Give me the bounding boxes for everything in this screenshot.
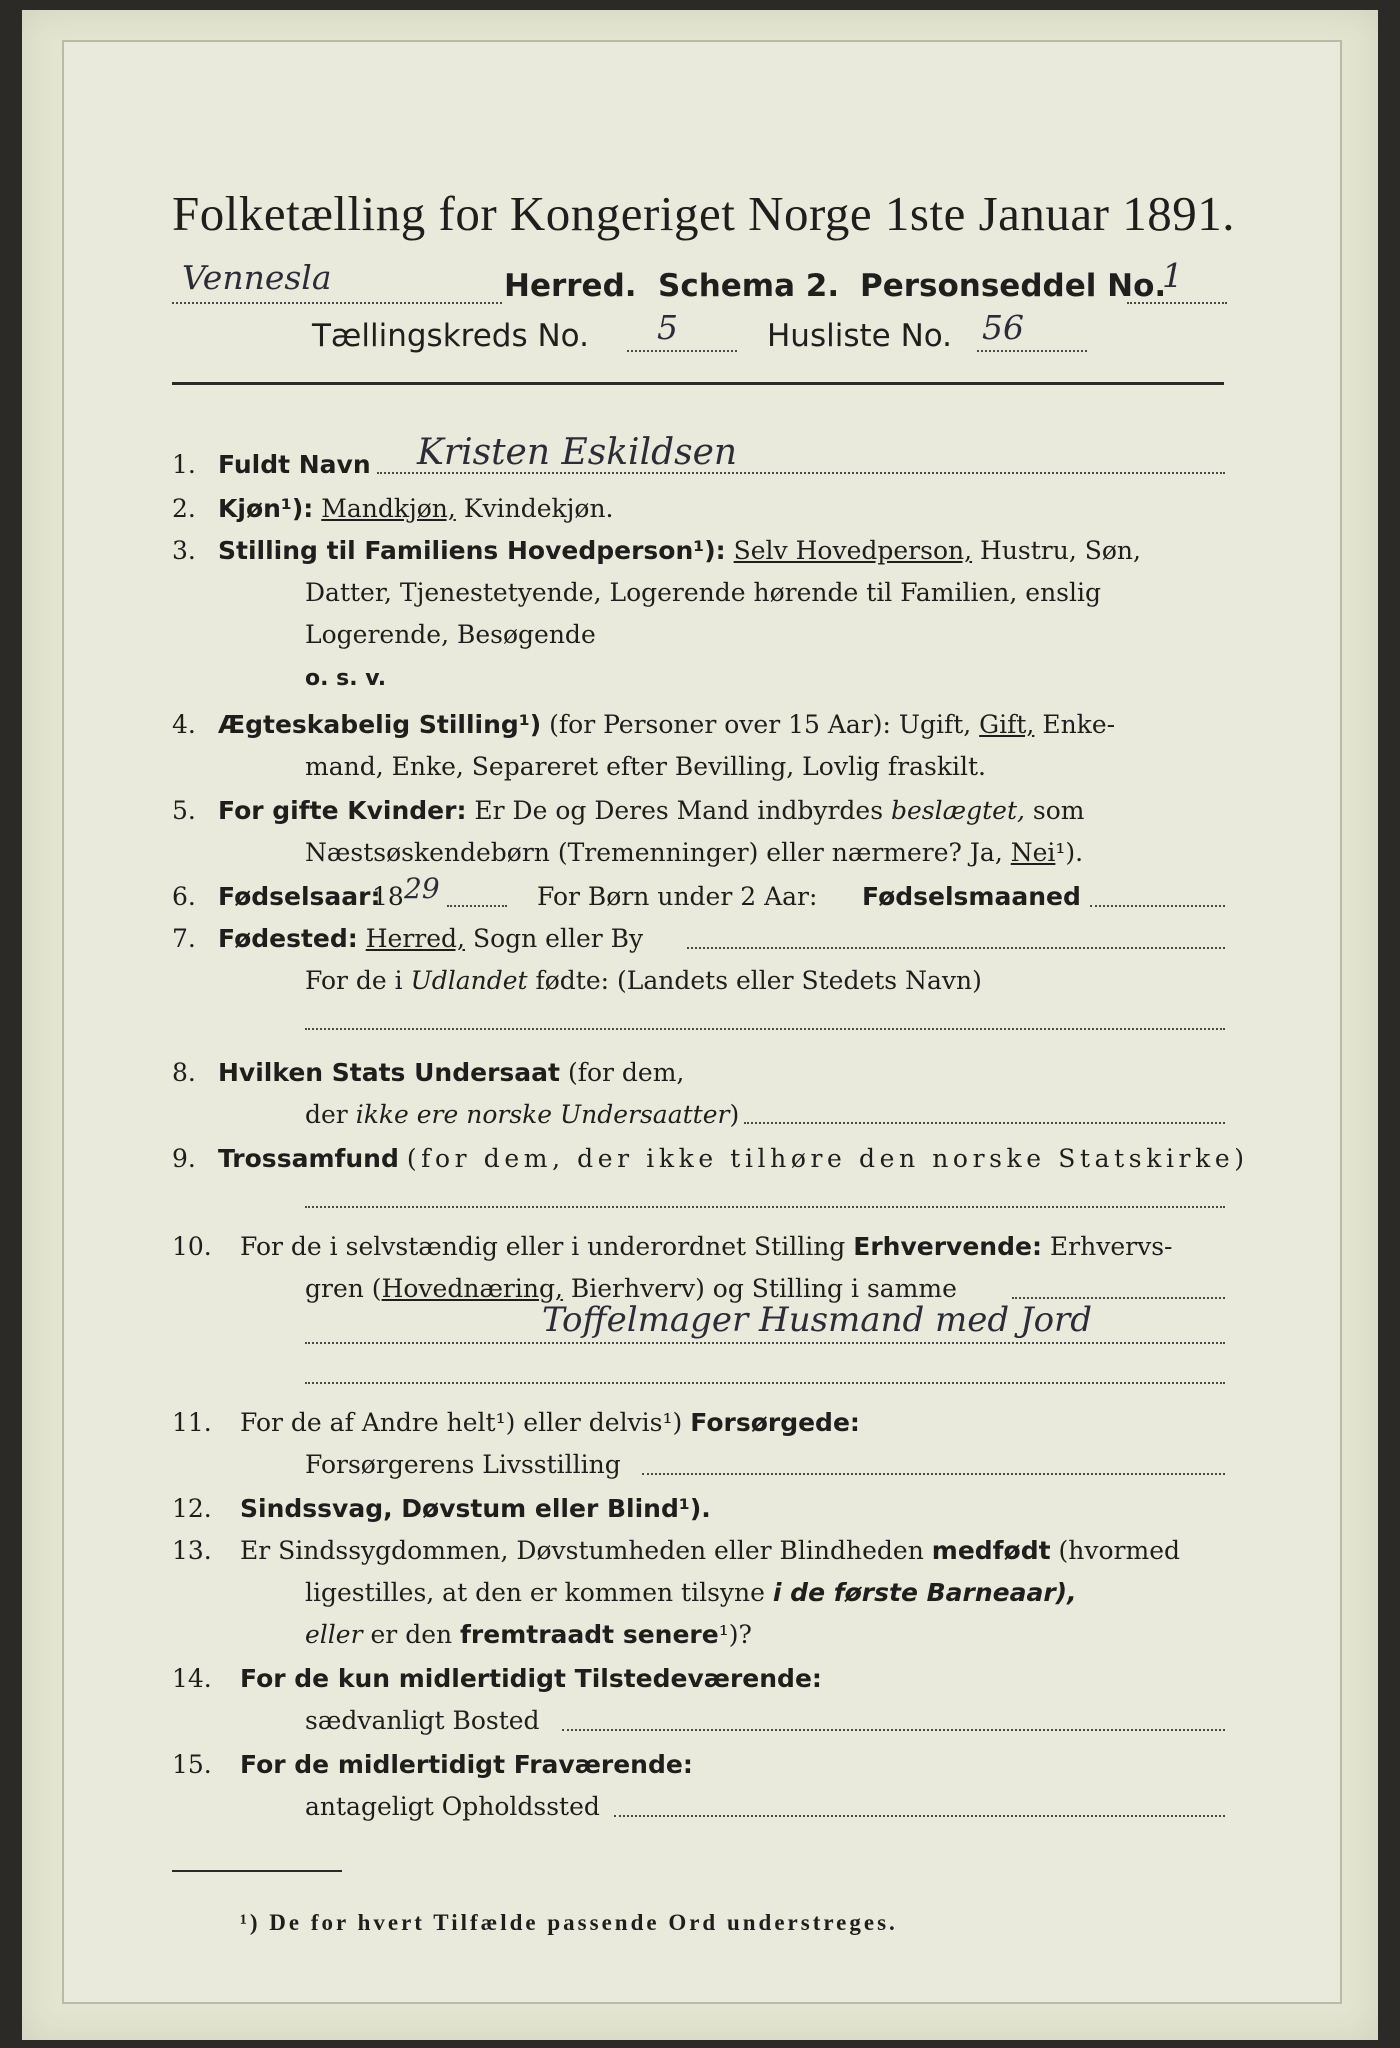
q13-line2 [305, 1578, 1077, 1607]
q13-number: 13. [172, 1536, 212, 1565]
q5-number: 5. [172, 796, 196, 825]
q13-line3 [305, 1620, 752, 1649]
q15-line2: antageligt Opholdssted [305, 1792, 600, 1821]
q9-text: (for dem, der ikke tilhøre den norske Statskirke) [406, 1144, 1249, 1173]
q10-dotted-line3 [305, 1382, 1225, 1384]
schema-label: Schema 2. [658, 268, 840, 304]
q10-dotted-line [1012, 1297, 1225, 1299]
q11-number: 11. [172, 1408, 212, 1437]
q1-value: Kristen Eskildsen [417, 432, 738, 473]
q4-text: (for Personer over 15 Aar): Ugift, [549, 710, 972, 739]
q14-line2: sædvanligt Bosted [305, 1706, 540, 1735]
q13-line3-italic: eller [305, 1620, 363, 1649]
q2-line [218, 494, 614, 523]
q5-italic: beslægtet, [891, 796, 1025, 825]
q13-line3-bold: fremtraadt senere [460, 1620, 719, 1649]
q6-prefix: 18 [372, 882, 404, 911]
kreds-dotted-line [627, 350, 737, 352]
q10-line2b: Bierhverv) og Stilling i samme [570, 1274, 957, 1303]
q11-text: For de af Andre helt¹) eller delvis¹) [240, 1408, 683, 1437]
herred-dotted-line [172, 302, 502, 304]
herred-value: Vennesla [182, 258, 332, 297]
q2-option-kvindekjon: Kvindekjøn. [463, 494, 614, 523]
q13-text: Er Sindssygdommen, Døvstumheden eller Blindheden [240, 1536, 924, 1565]
q15-label: For de midlertidigt Fraværende: [240, 1750, 693, 1779]
footnote-rule [172, 1870, 342, 1872]
q4-selected: Gift, [979, 710, 1035, 739]
q13-line2a: ligestilles, at den er kommen tilsyne [305, 1578, 765, 1607]
kreds-label: Tællingskreds No. [312, 318, 589, 354]
q10-label: Erhvervende: [853, 1232, 1042, 1261]
q13-line3-end: ¹)? [718, 1620, 752, 1649]
q5-end: ¹). [1055, 838, 1084, 867]
q11-line2: Forsørgerens Livsstilling [305, 1450, 621, 1479]
q10-number: 10. [172, 1232, 212, 1261]
q7-line2-italic: Udlandet [410, 966, 528, 995]
form-title: Folketælling for Kongeriget Norge 1ste Januar 1891. [172, 186, 1235, 241]
q4-label: Ægteskabelig Stilling¹) [218, 710, 542, 739]
personseddel-dotted-line [1127, 302, 1227, 304]
q10-line2a: gren ( [305, 1274, 382, 1303]
q7-number: 7. [172, 924, 196, 953]
q9-line1 [218, 1144, 1249, 1173]
q6-number: 6. [172, 882, 196, 911]
q4-line1 [218, 710, 1115, 739]
q13-line3a: er den [370, 1620, 453, 1649]
q15-dotted-line [614, 1815, 1225, 1817]
q10-text: For de i selvstændig eller i underordnet Stilling [240, 1232, 846, 1261]
q6-label: Fødselsaar: [218, 882, 381, 911]
q11-label: Forsørgede: [690, 1408, 860, 1437]
q10-rest: Erhvervs- [1049, 1232, 1173, 1261]
q3-number: 3. [172, 536, 196, 565]
q7-dotted-line2 [305, 1028, 1225, 1030]
q14-label: For de kun midlertidigt Tilstedeværende: [240, 1664, 822, 1693]
q12-number: 12. [172, 1494, 212, 1523]
q2-number: 2. [172, 494, 196, 523]
q2-option-mandkjon: Mandkjøn, [321, 494, 456, 523]
q10-line1 [240, 1232, 1172, 1261]
q9-label: Trossamfund [218, 1144, 399, 1173]
q4-line2: mand, Enke, Separeret efter Bevilling, Lovlig fraskilt. [305, 752, 986, 781]
q7-line2 [305, 966, 982, 995]
q8-line2a: der [305, 1100, 348, 1129]
herred-label: Herred. [504, 268, 637, 304]
q7-line1 [218, 924, 643, 953]
q3-label: Stilling til Familiens Hovedperson¹): [218, 536, 726, 565]
q10-line2 [305, 1274, 957, 1303]
header-rule [172, 382, 1224, 385]
husliste-value: 56 [982, 308, 1024, 347]
q7-line2b: fødte: (Landets eller Stedets Navn) [535, 966, 982, 995]
q3-rest: Hustru, Søn, [980, 536, 1141, 565]
q4-rest: Enke- [1042, 710, 1116, 739]
q6-value: 29 [404, 872, 440, 905]
q6-dotted-line [447, 905, 507, 907]
footnote: ¹) De for hvert Tilfælde passende Ord understreges. [240, 1910, 898, 1935]
q11-line1 [240, 1408, 860, 1437]
husliste-label: Husliste No. [767, 318, 953, 354]
q7-label: Fødested: [218, 924, 358, 953]
q3-line1 [218, 536, 1141, 565]
q8-number: 8. [172, 1058, 196, 1087]
q9-number: 9. [172, 1144, 196, 1173]
q8-label: Hvilken Stats Undersaat [218, 1058, 560, 1087]
q5-text: Er De og Deres Mand indbyrdes [474, 796, 884, 825]
kreds-value: 5 [657, 308, 678, 347]
q10-value: Toffelmager Husmand med Jord [542, 1300, 1093, 1340]
form-border [62, 40, 1342, 2004]
q7-selected: Herred, [365, 924, 465, 953]
q1-label: Fuldt Navn [218, 450, 371, 479]
q11-dotted-line [642, 1473, 1225, 1475]
q14-dotted-line [562, 1729, 1225, 1731]
q9-dotted-line [305, 1206, 1225, 1208]
q8-line2-italic: ikke ere norske Undersaatter [355, 1100, 730, 1129]
q5-selected: Nei [1010, 838, 1056, 867]
q7-dotted-line [687, 947, 1225, 949]
q8-dotted-line [744, 1122, 1225, 1124]
q8-text: (for dem, [567, 1058, 685, 1087]
personseddel-label: Personseddel No. [860, 268, 1167, 304]
q1-dotted-line [377, 472, 1225, 474]
q10-dotted-line2 [305, 1342, 1225, 1344]
q13-label: medfødt [931, 1536, 1051, 1565]
q3-line2: Datter, Tjenestetyende, Logerende hørende til Familien, enslig [305, 578, 1102, 607]
q6-dotted-line2 [1090, 905, 1225, 907]
q5-line2-text: Næstsøskendebørn (Tremenninger) eller nærmere? Ja, [305, 838, 1003, 867]
q13-rest: (hvormed [1058, 1536, 1181, 1565]
personseddel-value: 1 [1162, 256, 1183, 295]
q3-selected: Selv Hovedperson, [733, 536, 973, 565]
q5-rest: som [1032, 796, 1085, 825]
q13-line2-italic: i de første Barneaar), [772, 1578, 1077, 1607]
q6-label2: Fødselsmaaned [862, 882, 1081, 911]
q4-number: 4. [172, 710, 196, 739]
q15-number: 15. [172, 1750, 212, 1779]
q5-label: For gifte Kvinder: [218, 796, 467, 825]
q5-line2 [305, 838, 1083, 867]
q13-line1 [240, 1536, 1180, 1565]
q6-text: For Børn under 2 Aar: [537, 882, 818, 911]
q3-line4: o. s. v. [305, 666, 387, 691]
q8-line2: der ikke ere norske Undersaatter) [305, 1100, 740, 1129]
q3-line3: Logerende, Besøgende [305, 620, 596, 649]
husliste-dotted-line [977, 350, 1087, 352]
q14-number: 14. [172, 1664, 212, 1693]
q7-line2a: For de i [305, 966, 403, 995]
q10-selected: Hovednæring, [381, 1274, 563, 1303]
q12-label: Sindssvag, Døvstum eller Blind¹). [240, 1494, 711, 1523]
q2-label: Kjøn¹): [218, 494, 314, 523]
q8-line1 [218, 1058, 684, 1087]
census-form-sheet [22, 10, 1378, 2040]
q5-line1 [218, 796, 1085, 825]
q1-number: 1. [172, 450, 196, 479]
q7-rest: Sogn eller By [472, 924, 644, 953]
